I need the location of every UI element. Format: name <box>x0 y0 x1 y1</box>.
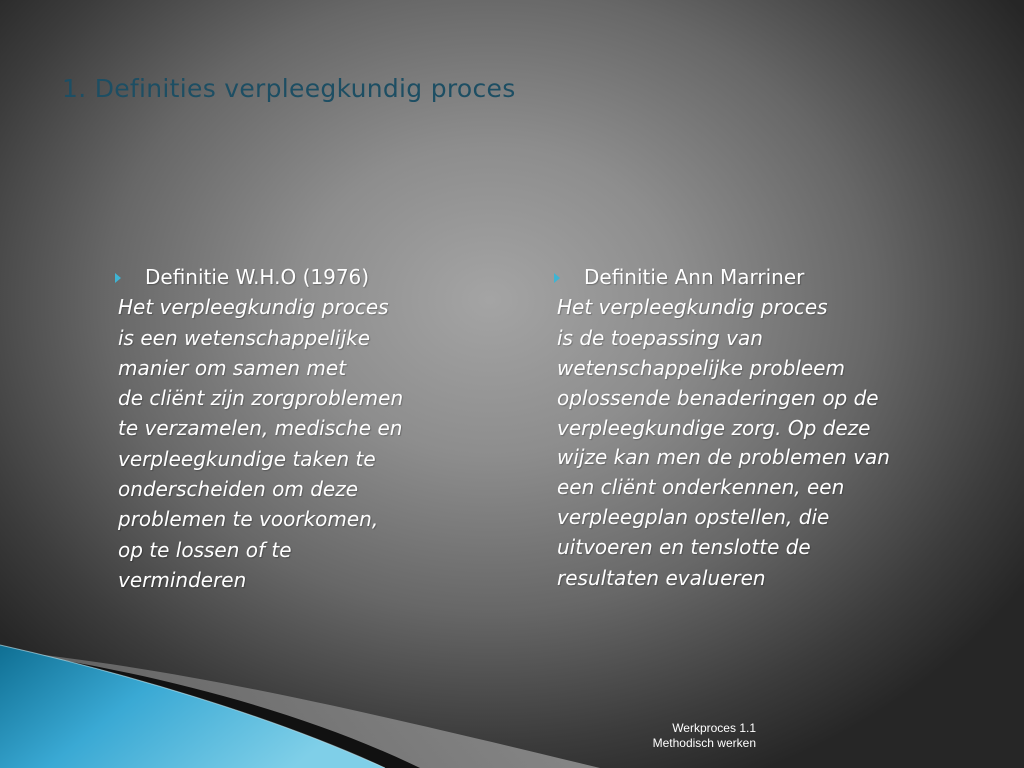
bullet-heading-who <box>118 262 498 292</box>
text-line: een cliënt onderkennen, een <box>557 474 845 499</box>
text-line: resultaten evalueren <box>557 565 766 590</box>
text-line: is een wetenschappelijke <box>118 325 371 350</box>
text-line: op te lossen of te <box>118 537 292 562</box>
text-line: manier om samen met <box>118 355 347 380</box>
text-line: wijze kan men de problemen van <box>557 445 890 470</box>
text-line: is de toepassing van <box>557 325 763 350</box>
text-line: uitvoeren en tenslotte de <box>557 535 811 560</box>
text-line: verpleegkundige taken te <box>118 446 376 471</box>
text-line: verminderen <box>118 567 247 592</box>
text-line: Het verpleegkundig proces <box>557 295 828 320</box>
bullet-arrow-icon <box>115 273 121 283</box>
text-line: wetenschappelijke probleem <box>557 355 845 380</box>
definition-text <box>118 292 498 595</box>
definition-who-column <box>118 262 498 595</box>
definition-marriner-column <box>557 262 929 593</box>
text-line: verpleegplan opstellen, die <box>557 504 830 529</box>
bullet-heading-marriner <box>557 262 929 292</box>
definition-heading: Definitie W.H.O (1976) <box>145 265 370 289</box>
footer-line: Methodisch werken <box>652 736 756 750</box>
text-line: te verzamelen, medische en <box>118 416 403 441</box>
text-line: Het verpleegkundig proces <box>118 295 389 320</box>
text-line: oplossende benaderingen op de <box>557 386 879 411</box>
text-line: verpleegkundige zorg. Op deze <box>557 415 871 440</box>
footer-line: Werkproces 1.1 <box>672 721 756 735</box>
bullet-arrow-icon <box>554 273 560 283</box>
text-line: onderscheiden om deze <box>118 477 358 502</box>
slide-title: 1. Definities verpleegkundig proces <box>62 74 516 103</box>
text-line: de cliënt zijn zorgproblemen <box>118 386 404 411</box>
slide-footer <box>610 721 756 751</box>
definition-text <box>557 292 929 593</box>
text-line: problemen te voorkomen, <box>118 507 379 532</box>
definition-heading: Definitie Ann Marriner <box>584 265 805 289</box>
